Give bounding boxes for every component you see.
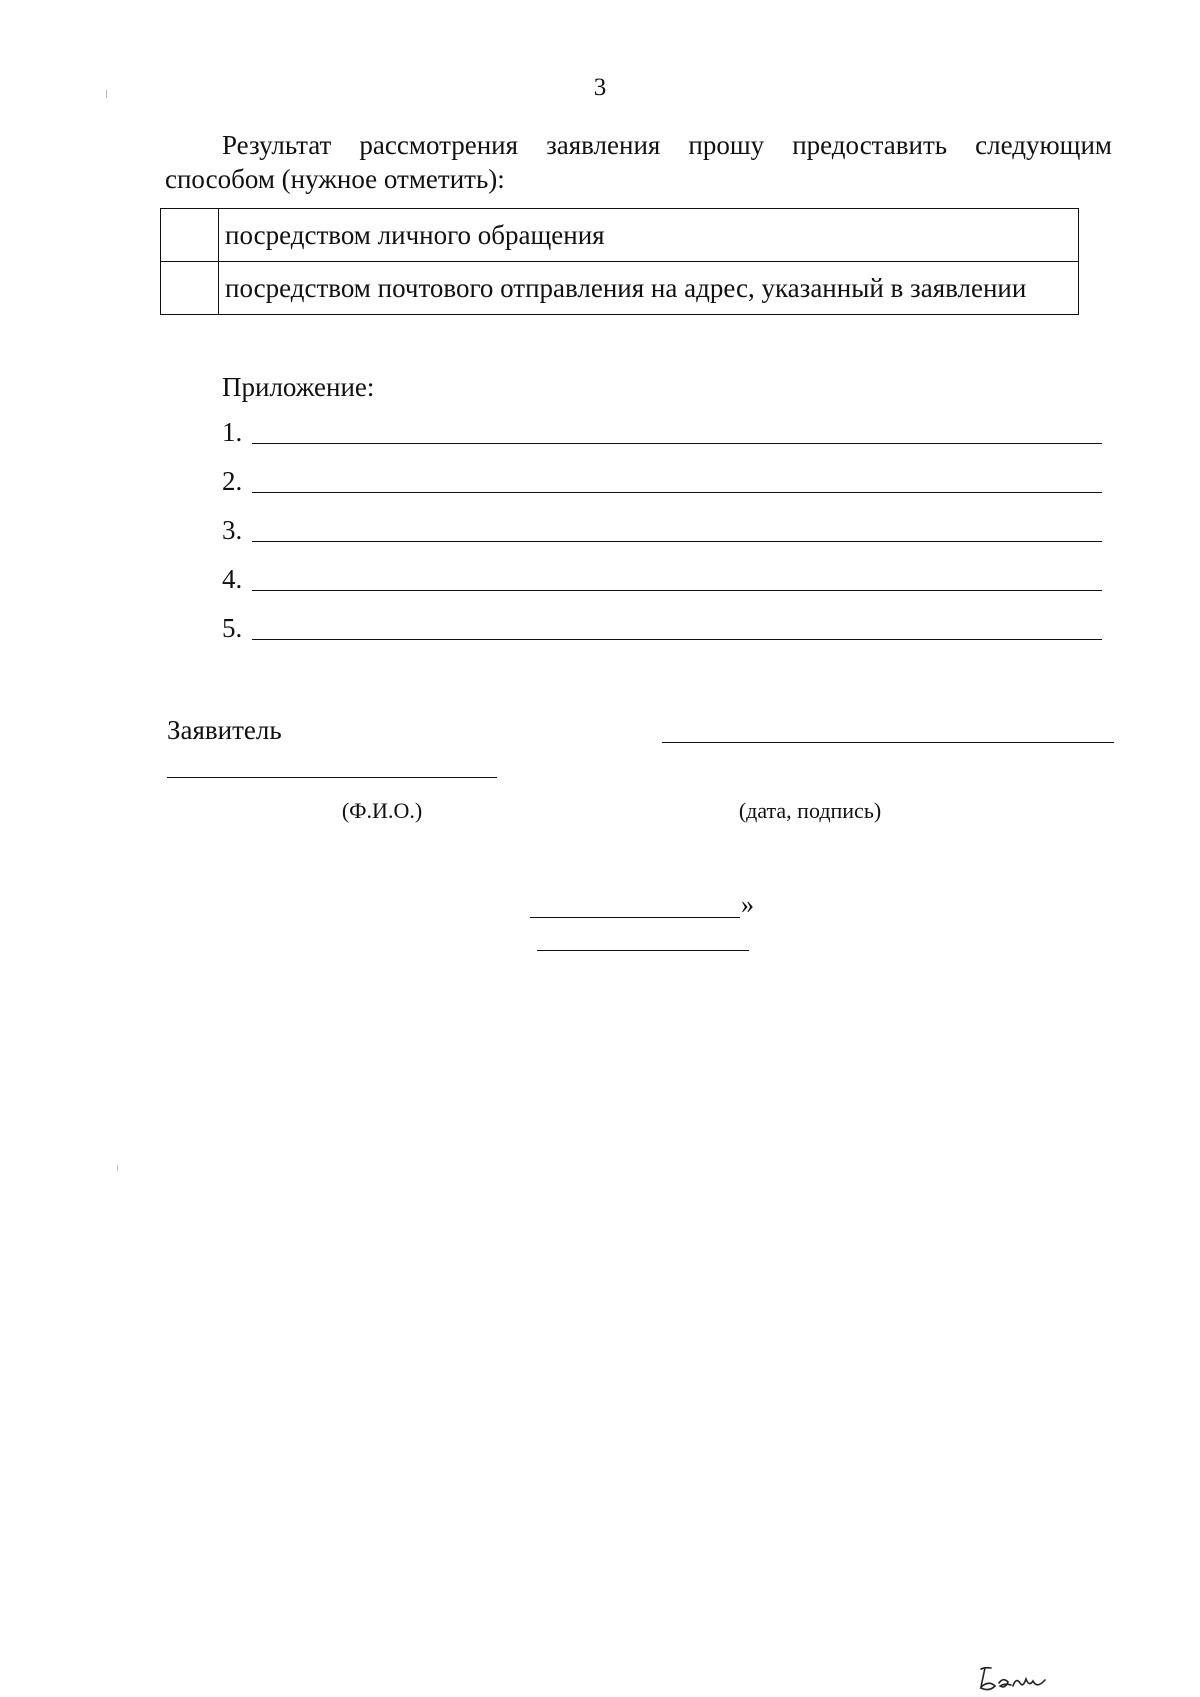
scan-mark xyxy=(106,90,107,98)
option-label-mail: посредством почтового отправления на адрес, указанный в заявлении xyxy=(219,262,1079,315)
date-signature-caption: (дата, подпись) xyxy=(738,798,882,823)
fio-caption: (Ф.И.О.) xyxy=(341,798,423,823)
option-checkbox-personal[interactable] xyxy=(161,209,219,262)
attachment-number: 3. xyxy=(222,515,243,545)
scan-mark xyxy=(117,1165,118,1171)
page-number: 3 xyxy=(593,74,607,101)
attachment-row-1 xyxy=(222,414,1102,448)
handwritten-initials-signature xyxy=(975,1665,1075,1695)
intro-paragraph: Результат рассмотрения заявления прошу предоставить следующим способом (нужное отметить): xyxy=(165,130,1112,194)
attachment-number: 4. xyxy=(222,564,243,594)
date-signature-line[interactable] xyxy=(662,742,1114,743)
attachment-row-3 xyxy=(222,512,1102,546)
applicant-label: Заявитель xyxy=(167,715,282,745)
attachment-number: 2. xyxy=(222,466,243,496)
attachment-row-4 xyxy=(222,561,1102,595)
fio-line[interactable] xyxy=(167,777,497,778)
option-label-personal: посредством личного обращения xyxy=(219,209,1079,262)
attachment-row-2 xyxy=(222,463,1102,497)
option-row-personal xyxy=(161,209,1079,262)
attachment-row-5 xyxy=(222,610,1102,644)
option-checkbox-mail[interactable] xyxy=(161,262,219,315)
attachment-line[interactable] xyxy=(252,462,1102,493)
date-line-lower[interactable] xyxy=(537,950,749,951)
closing-quote: » xyxy=(741,890,754,919)
attachment-number: 1. xyxy=(222,417,243,447)
attachment-line[interactable] xyxy=(252,511,1102,542)
attachments-title: Приложение: xyxy=(222,372,375,402)
attachment-line[interactable] xyxy=(252,560,1102,591)
delivery-options-table xyxy=(160,208,1079,315)
attachment-line[interactable] xyxy=(252,413,1102,444)
date-line-upper[interactable] xyxy=(530,917,740,918)
attachment-line[interactable] xyxy=(252,609,1102,640)
attachment-number: 5. xyxy=(222,613,243,643)
option-row-mail xyxy=(161,262,1079,315)
